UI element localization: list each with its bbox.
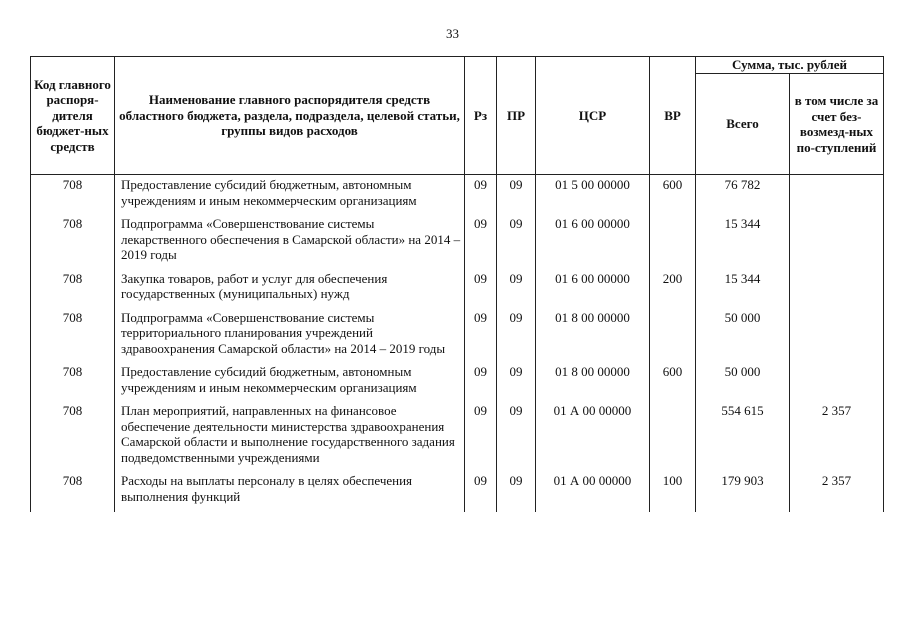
cell-name: Расходы на выплаты персоналу в целях обеспечения выполнения функций [115, 473, 465, 512]
cell-vr: 100 [650, 473, 696, 512]
table-row [31, 364, 884, 403]
cell-incl [790, 364, 884, 403]
header-vr: ВР [650, 57, 696, 175]
cell-name: Предоставление субсидий бюджетным, автономным учреждениям и иным некоммерческим организациям [115, 364, 465, 403]
cell-pr: 09 [497, 473, 536, 512]
cell-vr: 200 [650, 271, 696, 310]
cell-total: 554 615 [696, 403, 790, 473]
header-csr: ЦСР [536, 57, 650, 175]
cell-total: 50 000 [696, 364, 790, 403]
cell-csr: 01 8 00 00000 [536, 310, 650, 365]
header-incl: в том числе за счет без-возмезд-ных по-ступлений [790, 74, 884, 175]
cell-rz: 09 [465, 473, 497, 512]
table-row [31, 271, 884, 310]
cell-incl [790, 310, 884, 365]
cell-name: Закупка товаров, работ и услуг для обеспечения государственных (муниципальных) нужд [115, 271, 465, 310]
cell-rz: 09 [465, 403, 497, 473]
cell-total: 50 000 [696, 310, 790, 365]
cell-name: Предоставление субсидий бюджетным, автономным учреждениям и иным некоммерческим организациям [115, 175, 465, 217]
page-number: 33 [446, 26, 459, 41]
cell-vr [650, 403, 696, 473]
header-sum: Сумма, тыс. рублей [696, 57, 884, 74]
header-name: Наименование главного распорядителя средств областного бюджета, раздела, подраздела, целевой статьи, группы видов расходов [115, 57, 465, 175]
cell-incl: 2 357 [790, 403, 884, 473]
cell-pr: 09 [497, 271, 536, 310]
cell-rz: 09 [465, 310, 497, 365]
cell-pr: 09 [497, 175, 536, 217]
table-row [31, 216, 884, 271]
cell-name: Подпрограмма «Совершенствование системы лекарственного обеспечения в Самарской области» на 2014 – 2019 годы [115, 216, 465, 271]
header-pr: ПР [497, 57, 536, 175]
cell-name: Подпрограмма «Совершенствование системы территориального планирования учреждений здравоохранения Самарской области» на 2014 – 2019 годы [115, 310, 465, 365]
cell-code: 708 [31, 310, 115, 365]
cell-incl: 2 357 [790, 473, 884, 512]
cell-rz: 09 [465, 216, 497, 271]
cell-rz: 09 [465, 271, 497, 310]
cell-pr: 09 [497, 403, 536, 473]
cell-csr: 01 6 00 00000 [536, 216, 650, 271]
cell-vr: 600 [650, 175, 696, 217]
cell-pr: 09 [497, 364, 536, 403]
cell-rz: 09 [465, 175, 497, 217]
cell-csr: 01 А 00 00000 [536, 403, 650, 473]
cell-csr: 01 А 00 00000 [536, 473, 650, 512]
header-total: Всего [696, 74, 790, 175]
cell-pr: 09 [497, 310, 536, 365]
budget-table [30, 56, 884, 512]
cell-incl [790, 216, 884, 271]
cell-csr: 01 5 00 00000 [536, 175, 650, 217]
cell-total: 76 782 [696, 175, 790, 217]
cell-total: 15 344 [696, 271, 790, 310]
table-row [31, 473, 884, 512]
header-code: Код главного распоря-дителя бюджет-ных средств [31, 57, 115, 175]
cell-vr [650, 216, 696, 271]
cell-code: 708 [31, 216, 115, 271]
cell-vr: 600 [650, 364, 696, 403]
cell-csr: 01 6 00 00000 [536, 271, 650, 310]
cell-total: 15 344 [696, 216, 790, 271]
cell-csr: 01 8 00 00000 [536, 364, 650, 403]
cell-code: 708 [31, 403, 115, 473]
cell-rz: 09 [465, 364, 497, 403]
header-rz: Рз [465, 57, 497, 175]
cell-incl [790, 175, 884, 217]
cell-code: 708 [31, 271, 115, 310]
cell-incl [790, 271, 884, 310]
cell-code: 708 [31, 364, 115, 403]
table-row [31, 310, 884, 365]
cell-pr: 09 [497, 216, 536, 271]
table-row [31, 403, 884, 473]
cell-code: 708 [31, 473, 115, 512]
table-row [31, 175, 884, 217]
cell-total: 179 903 [696, 473, 790, 512]
cell-vr [650, 310, 696, 365]
cell-name: План мероприятий, направленных на финансовое обеспечение деятельности министерства здравоохранения Самарской области и выполнение государственного задания подведомственными учреждениями [115, 403, 465, 473]
cell-code: 708 [31, 175, 115, 217]
